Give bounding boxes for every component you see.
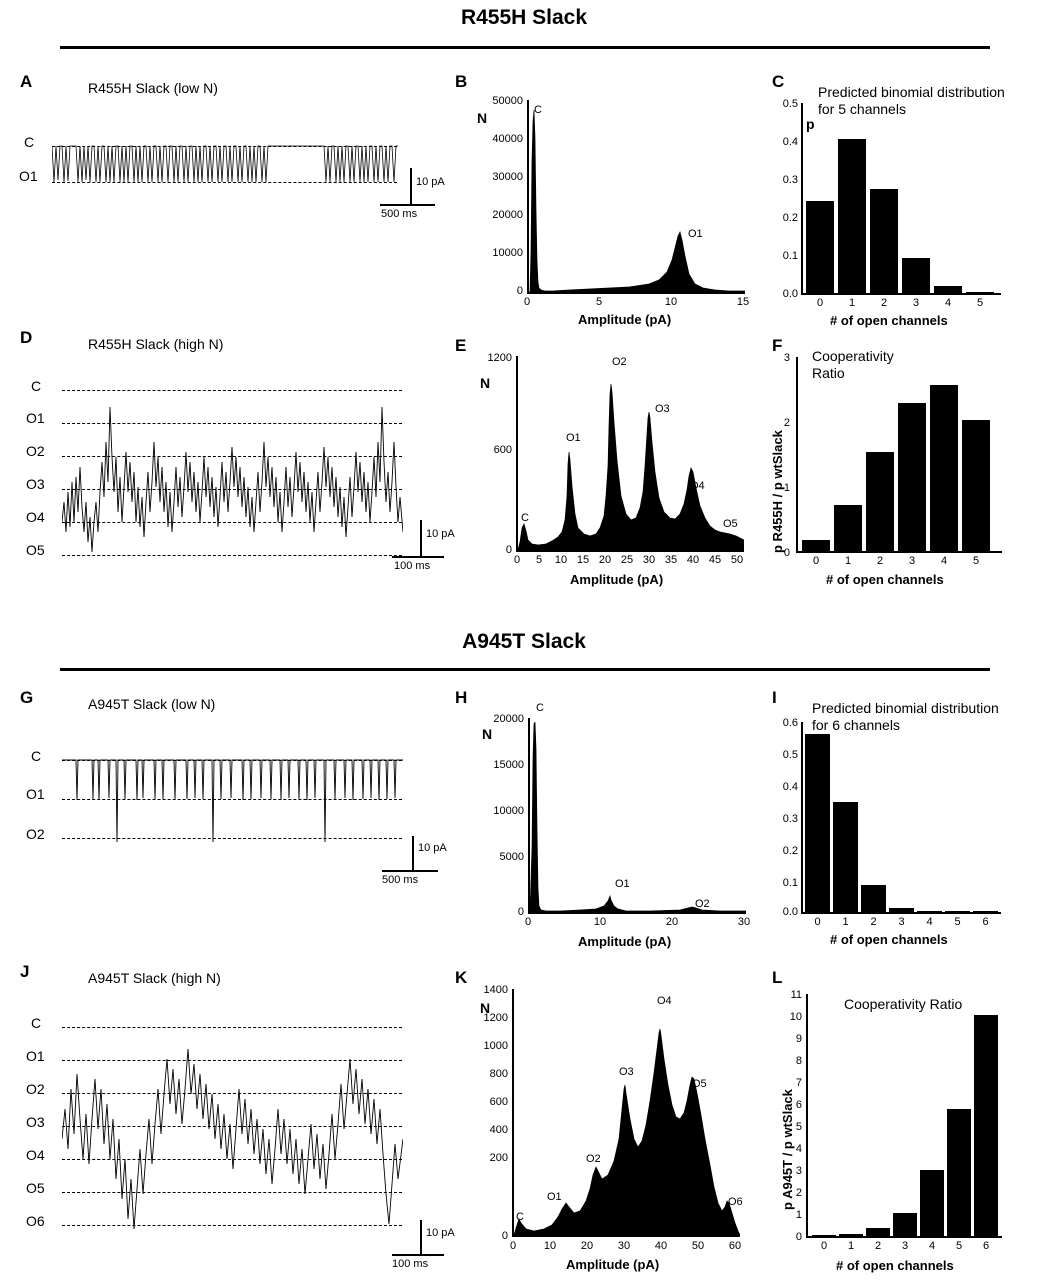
panel-l-ytick-6: 5	[795, 1121, 802, 1133]
panel-e-xtick-3: 15	[576, 554, 590, 566]
trace-level-j-o4: O4	[26, 1147, 45, 1163]
panel-c-ytick-2: 0.3	[782, 174, 798, 186]
panel-h-ytick-1: 15000	[493, 759, 524, 771]
trace-level-j-o2: O2	[26, 1081, 45, 1097]
panel-l-ytick-1: 10	[789, 1011, 802, 1023]
panel-l-xtick-6: 6	[982, 1240, 990, 1252]
panel-f-xtick-4: 4	[940, 555, 948, 567]
trace-a	[52, 130, 398, 200]
panel-k-peak-o6: O6	[728, 1196, 743, 1208]
trace-level-g-c: C	[31, 748, 42, 764]
scalebar-g-horizontal-label: 500 ms	[382, 874, 419, 886]
panel-h-ytick-2: 10000	[493, 805, 524, 817]
panel-i-xtick-6: 6	[982, 916, 989, 928]
panel-k-ytick-1: 1200	[483, 1012, 508, 1024]
panel-c-bar-0	[806, 201, 834, 293]
panel-i-yaxis	[801, 722, 803, 914]
panel-letter-j: J	[20, 962, 30, 981]
panel-k-peak-o2: O2	[586, 1153, 601, 1165]
scalebar-d-vertical-label: 10 pA	[426, 528, 455, 540]
panel-i-bar-4	[917, 911, 942, 912]
panel-title-a: R455H Slack (low N)	[88, 80, 218, 96]
scalebar-g-horizontal	[382, 870, 438, 872]
panel-c-xtick-5: 5	[976, 297, 984, 309]
panel-i-xtick-4: 4	[926, 916, 933, 928]
trace-level-d-o1: O1	[26, 410, 45, 426]
panel-f-bar-3	[898, 403, 926, 551]
panel-e-ytick-1: 600	[493, 444, 512, 456]
panel-h-xtick-2: 20	[665, 916, 679, 928]
panel-f-xtick-1: 1	[844, 555, 852, 567]
panel-i-bar-0	[805, 734, 830, 912]
panel-l-bar-0	[812, 1235, 836, 1236]
panel-e-xtick-9: 45	[708, 554, 722, 566]
panel-i-bar-1	[833, 802, 858, 912]
panel-e-xtick-0: 0	[513, 554, 521, 566]
panel-f-ytick-0: 3	[783, 352, 790, 364]
trace-level-j-o6: O6	[26, 1213, 45, 1229]
panel-h-xaxis	[528, 912, 746, 914]
panel-b-xtick-0: 0	[523, 296, 531, 308]
panel-l-ytick-7: 4	[795, 1143, 802, 1155]
panel-c-xaxis	[801, 293, 1001, 295]
panel-i-ytick-2: 0.4	[782, 781, 798, 793]
panel-c-ytick-4: 0.1	[782, 250, 798, 262]
panel-i-bar-5	[945, 911, 970, 912]
panel-e-peak-o4: O4	[690, 480, 705, 492]
panel-l-ytick-4: 7	[795, 1077, 802, 1089]
panel-l-ytick-10: 1	[795, 1209, 802, 1221]
trace-level-d-o5: O5	[26, 542, 45, 558]
trace-level-j-o1: O1	[26, 1048, 45, 1064]
panel-l-ytick-3: 8	[795, 1055, 802, 1067]
panel-letter-g: G	[20, 688, 34, 707]
scalebar-a-vertical-label: 10 pA	[416, 176, 445, 188]
panel-f-bar-0	[802, 540, 830, 551]
panel-c-bar-2	[870, 189, 898, 293]
panel-b-peak-o1: O1	[688, 228, 703, 240]
panel-f-bar-2	[866, 452, 894, 551]
panel-e-peak-o3: O3	[655, 403, 670, 415]
panel-f-ylabel-text: p R455H / p wtSlack	[770, 430, 785, 553]
panel-f-bar-4	[930, 385, 958, 551]
panel-letter-e: E	[455, 336, 467, 355]
panel-h-histogram	[530, 718, 746, 912]
panel-b-ylabel: N	[477, 110, 488, 126]
panel-c-xlabel: # of open channels	[830, 313, 948, 328]
panel-k-xaxis	[512, 1235, 740, 1237]
panel-c-bar-1	[838, 139, 866, 293]
panel-i-bar-6	[973, 911, 998, 912]
scalebar-a-vertical	[410, 168, 412, 204]
panel-c-xtick-2: 2	[880, 297, 888, 309]
panel-c-xtick-1: 1	[848, 297, 856, 309]
panel-i-ytick-5: 0.1	[782, 877, 798, 889]
trace-level-j-c: C	[31, 1015, 42, 1031]
panel-l-ytick-0: 11	[790, 989, 802, 1001]
panel-k-xtick-6: 60	[728, 1240, 742, 1252]
panel-l-ylabel	[780, 1089, 795, 1210]
panel-i-ytick-0: 0.6	[782, 717, 798, 729]
panel-f-xtick-0: 0	[812, 555, 820, 567]
scalebar-d-horizontal-label: 100 ms	[394, 560, 431, 572]
panel-e-ytick-2: 0	[505, 544, 512, 556]
panel-e-ytick-0: 1200	[487, 352, 512, 364]
panel-e-peak-o1: O1	[566, 432, 581, 444]
panel-e-xtick-2: 10	[554, 554, 568, 566]
panel-k-peak-c: C	[516, 1211, 524, 1223]
panel-f-xtick-2: 2	[876, 555, 884, 567]
panel-c-xtick-0: 0	[816, 297, 824, 309]
panel-l-xlabel: # of open channels	[836, 1258, 954, 1273]
panel-l-xtick-4: 4	[928, 1240, 936, 1252]
trace-level-d-c: C	[31, 378, 42, 394]
panel-f-ytick-3: 0	[783, 547, 790, 559]
panel-f-ylabel	[770, 430, 785, 553]
panel-k-peak-o1: O1	[547, 1191, 562, 1203]
panel-b-xlabel: Amplitude (pA)	[578, 312, 672, 327]
panel-c-ytick-3: 0.2	[782, 212, 798, 224]
panel-title-g: A945T Slack (low N)	[88, 696, 216, 712]
panel-l-xtick-2: 2	[874, 1240, 882, 1252]
panel-i-ytick-6: 0.0	[782, 906, 798, 918]
panel-i-ytick-4: 0.2	[782, 845, 798, 857]
panel-e-xtick-8: 40	[686, 554, 700, 566]
panel-k-ytick-5: 400	[489, 1124, 508, 1136]
panel-c-bar-5	[966, 292, 994, 293]
panel-e-peak-o5: O5	[723, 518, 738, 530]
panel-b-xtick-1: 5	[595, 296, 603, 308]
panel-letter-b: B	[455, 72, 468, 91]
panel-e-ylabel: N	[480, 375, 491, 391]
panel-b-peak-c: C	[534, 104, 542, 116]
panel-letter-l: L	[772, 968, 783, 987]
panel-c-ytick-0: 0.5	[782, 98, 798, 110]
panel-l-ytick-11: 0	[795, 1231, 802, 1243]
panel-l-ytick-9: 2	[795, 1187, 802, 1199]
panel-k-peak-o5: O5	[692, 1078, 707, 1090]
panel-f-bar-5	[962, 420, 990, 551]
panel-b-ytick-1: 40000	[492, 133, 523, 145]
panel-i-bar-2	[861, 885, 886, 912]
panel-i-xtick-0: 0	[814, 916, 821, 928]
scalebar-g-vertical-label: 10 pA	[418, 842, 447, 854]
panel-k-xtick-4: 40	[654, 1240, 668, 1252]
panel-h-ytick-4: 0	[517, 906, 524, 918]
scalebar-j-vertical-label: 10 pA	[426, 1227, 455, 1239]
panel-b-xtick-3: 15	[736, 296, 750, 308]
panel-b-xaxis	[527, 292, 745, 294]
panel-l-xtick-3: 3	[901, 1240, 909, 1252]
panel-k-ytick-7: 0	[501, 1230, 508, 1242]
panel-l-bar-5	[947, 1109, 971, 1236]
panel-l-bar-6	[974, 1015, 998, 1236]
panel-l-xtick-1: 1	[847, 1240, 855, 1252]
panel-k-xtick-1: 10	[543, 1240, 557, 1252]
panel-b-ytick-4: 10000	[492, 247, 523, 259]
panel-e-xlabel: Amplitude (pA)	[570, 572, 664, 587]
panel-title-i-text: Predicted binomial distribution for 6 channels	[812, 700, 999, 733]
panel-h-ytick-0: 20000	[493, 713, 524, 725]
trace-level-a-o1: O1	[19, 168, 38, 184]
panel-k-ytick-4: 600	[489, 1096, 508, 1108]
panel-i-ytick-3: 0.3	[782, 813, 798, 825]
trace-level-j-o3: O3	[26, 1114, 45, 1130]
panel-e-xtick-10: 50	[730, 554, 744, 566]
panel-h-peak-o2: O2	[695, 898, 710, 910]
panel-c-ylabel: p	[806, 116, 815, 132]
panel-k-xtick-0: 0	[509, 1240, 517, 1252]
panel-k-ytick-3: 800	[489, 1068, 508, 1080]
panel-i-xtick-2: 2	[870, 916, 877, 928]
panel-c-yaxis	[801, 103, 803, 295]
panel-e-xtick-1: 5	[535, 554, 543, 566]
panel-k-ytick-2: 1000	[483, 1040, 508, 1052]
scalebar-d-vertical	[420, 520, 422, 556]
panel-i-ytick-1: 0.5	[782, 749, 798, 761]
panel-e-xtick-7: 35	[664, 554, 678, 566]
panel-k-xtick-2: 20	[580, 1240, 594, 1252]
panel-l-bar-2	[866, 1228, 890, 1236]
panel-title-d: R455H Slack (high N)	[88, 336, 224, 352]
panel-k-peak-o4: O4	[657, 995, 672, 1007]
scalebar-j-vertical	[420, 1220, 422, 1254]
panel-i-xtick-5: 5	[954, 916, 961, 928]
panel-i-xaxis	[801, 912, 1001, 914]
panel-l-ytick-2: 9	[795, 1033, 802, 1045]
panel-l-bar-3	[893, 1213, 917, 1236]
panel-l-xaxis	[806, 1236, 1002, 1238]
panel-l-yaxis	[806, 994, 808, 1238]
panel-e-xtick-5: 25	[620, 554, 634, 566]
panel-k-ytick-0: 1400	[483, 984, 508, 996]
panel-letter-d: D	[20, 328, 33, 347]
panel-e-xaxis	[516, 550, 744, 552]
panel-title-f: Cooperativity Ratio	[812, 348, 894, 381]
panel-k-xlabel: Amplitude (pA)	[566, 1257, 660, 1272]
panel-letter-h: H	[455, 688, 468, 707]
panel-c-ytick-1: 0.4	[782, 136, 798, 148]
panel-l-ytick-8: 3	[795, 1165, 802, 1177]
section-rule-a945t	[60, 668, 990, 671]
panel-f-xaxis	[796, 551, 1002, 553]
panel-c-ytick-5: 0.0	[782, 288, 798, 300]
panel-l-ytick-5: 6	[795, 1099, 802, 1111]
scalebar-a-horizontal-label: 500 ms	[381, 208, 418, 220]
panel-c-bar-4	[934, 286, 962, 293]
panel-k-ytick-6: 200	[489, 1152, 508, 1164]
panel-title-c-text: Predicted binomial distribution for 5 channels	[818, 84, 1005, 117]
panel-b-histogram	[529, 100, 745, 292]
scalebar-j-horizontal	[392, 1254, 444, 1256]
panel-e-xtick-4: 20	[598, 554, 612, 566]
panel-h-xtick-3: 30	[737, 916, 751, 928]
panel-b-ytick-5: 0	[516, 285, 523, 297]
panel-e-peak-c: C	[521, 512, 529, 524]
panel-i-bar-3	[889, 908, 914, 912]
panel-e-xtick-6: 30	[642, 554, 656, 566]
trace-g	[62, 752, 403, 852]
panel-l-bar-1	[839, 1234, 863, 1236]
panel-h-xlabel: Amplitude (pA)	[578, 934, 672, 949]
panel-c-xtick-3: 3	[912, 297, 920, 309]
panel-k-xtick-3: 30	[617, 1240, 631, 1252]
panel-title-c	[818, 84, 1018, 118]
panel-h-xtick-1: 10	[593, 916, 607, 928]
panel-k-peak-o3: O3	[619, 1066, 634, 1078]
panel-b-ytick-2: 30000	[492, 171, 523, 183]
panel-l-bar-4	[920, 1170, 944, 1236]
section-rule-r455h	[60, 46, 990, 49]
panel-letter-k: K	[455, 968, 468, 987]
scalebar-g-vertical	[412, 836, 414, 870]
panel-letter-a: A	[20, 72, 33, 91]
panel-l-xtick-5: 5	[955, 1240, 963, 1252]
panel-h-ytick-3: 5000	[499, 851, 524, 863]
panel-c-xtick-4: 4	[944, 297, 952, 309]
panel-i-xlabel: # of open channels	[830, 932, 948, 947]
trace-level-g-o1: O1	[26, 786, 45, 802]
trace-d	[62, 382, 403, 568]
panel-h-xtick-0: 0	[524, 916, 532, 928]
panel-k-ylabel: N	[480, 1000, 491, 1016]
scalebar-d-horizontal	[392, 556, 444, 558]
panel-f-xlabel: # of open channels	[826, 572, 944, 587]
panel-title-l: Cooperativity Ratio	[844, 996, 963, 1012]
trace-level-a-c: C	[24, 134, 35, 150]
trace-level-g-o2: O2	[26, 826, 45, 842]
panel-h-ylabel: N	[482, 726, 493, 742]
panel-h-peak-c: C	[536, 702, 544, 714]
panel-letter-i: I	[772, 688, 777, 707]
trace-level-d-o4: O4	[26, 509, 45, 525]
panel-b-xtick-2: 10	[664, 296, 678, 308]
panel-f-yaxis	[796, 357, 798, 553]
section-title-r455h: R455H Slack	[460, 6, 588, 29]
panel-i-xtick-3: 3	[898, 916, 905, 928]
panel-e-histogram	[518, 356, 744, 550]
panel-f-ytick-1: 2	[783, 417, 790, 429]
scalebar-j-horizontal-label: 100 ms	[392, 1258, 429, 1270]
panel-b-ytick-0: 50000	[492, 95, 523, 107]
scalebar-a-horizontal	[380, 204, 435, 206]
panel-f-bar-1	[834, 505, 862, 551]
panel-c-bar-3	[902, 258, 930, 293]
panel-title-i	[812, 700, 1018, 734]
panel-h-peak-o1: O1	[615, 878, 630, 890]
panel-letter-f: F	[772, 336, 783, 355]
panel-f-ytick-2: 1	[783, 482, 790, 494]
panel-k-xtick-5: 50	[691, 1240, 705, 1252]
panel-i-xtick-1: 1	[842, 916, 849, 928]
trace-level-j-o5: O5	[26, 1180, 45, 1196]
trace-level-d-o2: O2	[26, 443, 45, 459]
panel-f-xtick-3: 3	[908, 555, 916, 567]
panel-f-xtick-5: 5	[972, 555, 980, 567]
panel-l-ylabel-text: p A945T / p wtSlack	[780, 1089, 795, 1210]
trace-level-d-o3: O3	[26, 476, 45, 492]
panel-e-peak-o2: O2	[612, 356, 627, 368]
panel-l-xtick-0: 0	[820, 1240, 828, 1252]
panel-b-ytick-3: 20000	[492, 209, 523, 221]
panel-title-j: A945T Slack (high N)	[88, 970, 221, 986]
section-title-a945t: A945T Slack	[462, 630, 586, 653]
trace-j	[62, 1019, 403, 1239]
panel-letter-c: C	[772, 72, 785, 91]
